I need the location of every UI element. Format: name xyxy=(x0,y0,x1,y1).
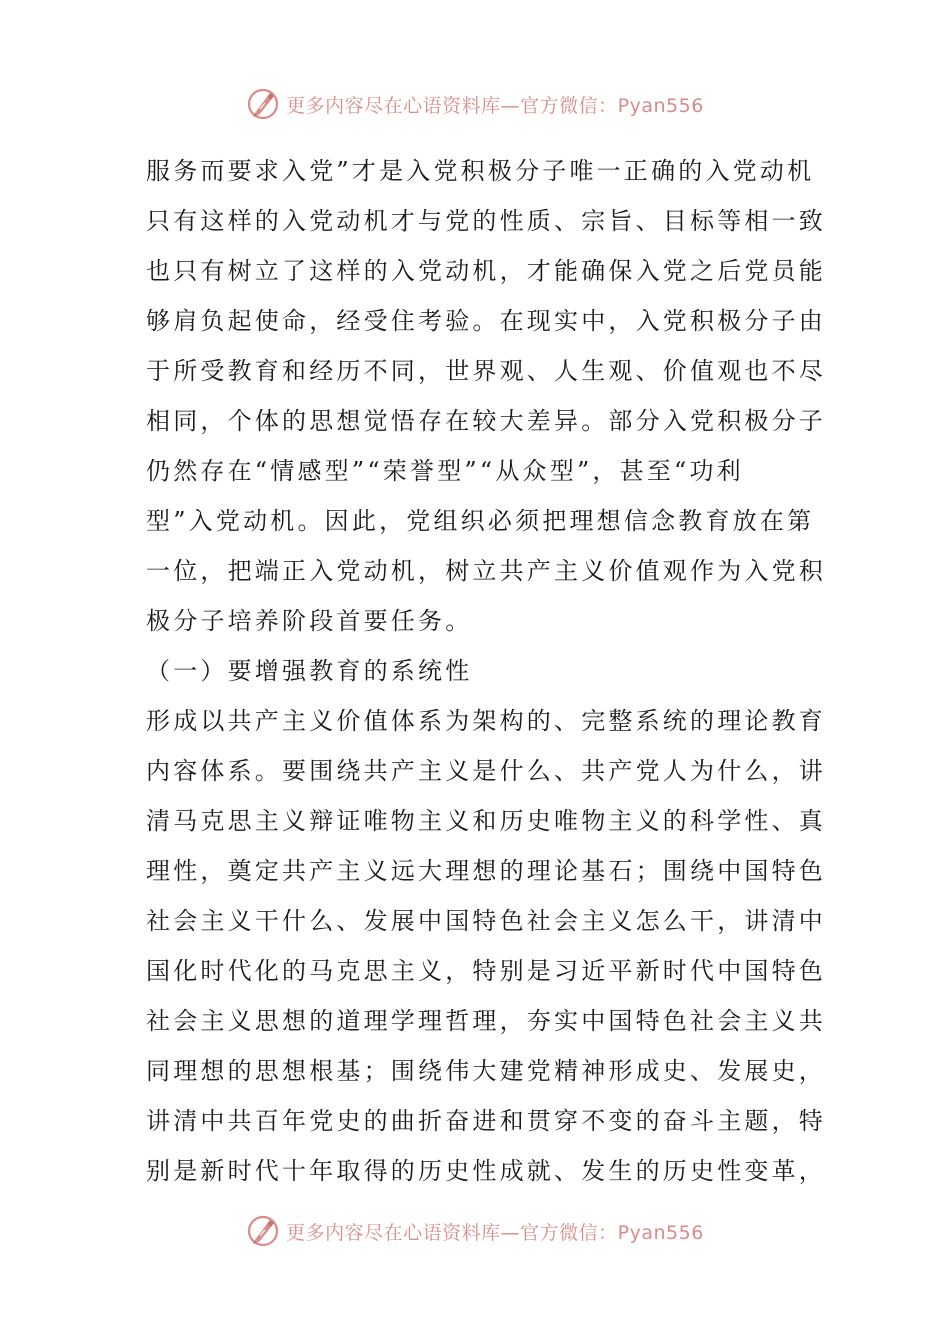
text-line: 一位，把端正入党动机，树立共产主义价值观作为入党积 xyxy=(146,557,826,585)
text-line: 服务而要求入党”才是入党积极分子唯一正确的入党动机 xyxy=(146,157,815,185)
paragraph-1 xyxy=(146,146,826,646)
document-body xyxy=(146,146,826,1196)
text-line: 别是新时代十年取得的历史性成就、发生的历史性变革， xyxy=(146,1157,826,1185)
watermark-text: 更多内容尽在心语资料库—官方微信：Pyan556 xyxy=(286,94,704,117)
watermark-footer xyxy=(0,1211,950,1251)
watermark-text: 更多内容尽在心语资料库—官方微信：Pyan556 xyxy=(286,1221,704,1244)
text-line: 只有这样的入党动机才与党的性质、宗旨、目标等相一致 xyxy=(146,207,826,235)
pen-nib-logo-icon xyxy=(246,1214,280,1248)
text-line: 同理想的思想根基；围绕伟大建党精神形成史、发展史， xyxy=(146,1057,826,1085)
text-line: 社会主义思想的道理学理哲理，夯实中国特色社会主义共 xyxy=(146,1007,826,1035)
text-line: 也只有树立了这样的入党动机，才能确保入党之后党员能 xyxy=(146,257,826,285)
text-line: 讲清中共百年党史的曲折奋进和贯穿不变的奋斗主题，特 xyxy=(146,1107,826,1135)
text-line: 内容体系。要围绕共产主义是什么、共产党人为什么，讲 xyxy=(146,757,826,785)
watermark-header xyxy=(0,84,950,124)
text-line: 形成以共产主义价值体系为架构的、完整系统的理论教育 xyxy=(146,707,826,735)
text-line: 仍然存在“情感型”“荣誉型”“从众型”，甚至“功利 xyxy=(146,457,744,485)
paragraph-2 xyxy=(146,696,826,1196)
section-heading xyxy=(146,646,816,696)
text-line: 相同，个体的思想觉悟存在较大差异。部分入党积极分子 xyxy=(146,407,826,435)
text-line: 国化时代化的马克思主义，特别是习近平新时代中国特色 xyxy=(146,957,826,985)
text-line: 够肩负起使命，经受住考验。在现实中，入党积极分子由 xyxy=(146,307,826,335)
pen-nib-logo-icon xyxy=(246,87,280,121)
text-line: 理性，奠定共产主义远大理想的理论基石；围绕中国特色 xyxy=(146,857,826,885)
heading-line: （一）要增强教育的系统性 xyxy=(146,657,473,685)
text-line: 于所受教育和经历不同，世界观、人生观、价值观也不尽 xyxy=(146,357,826,385)
text-line: 极分子培养阶段首要任务。 xyxy=(146,607,473,635)
text-line: 社会主义干什么、发展中国特色社会主义怎么干，讲清中 xyxy=(146,907,826,935)
text-line: 型”入党动机。因此，党组织必须把理想信念教育放在第 xyxy=(146,507,815,535)
text-line: 清马克思主义辩证唯物主义和历史唯物主义的科学性、真 xyxy=(146,807,826,835)
